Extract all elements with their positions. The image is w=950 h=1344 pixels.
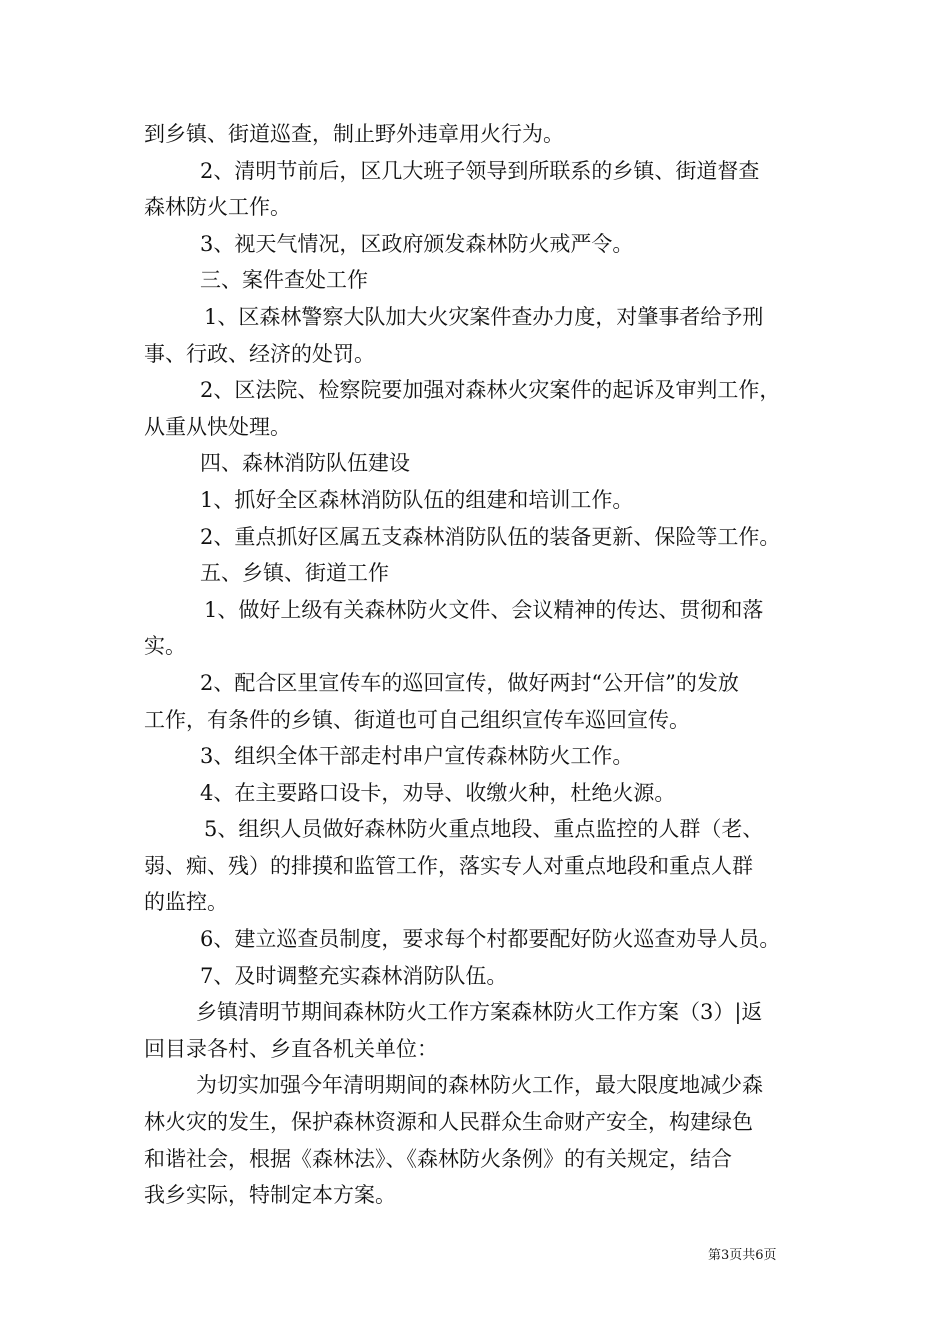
text-line: 实。 bbox=[144, 634, 186, 659]
text-line: 和谐社会，根据《森林法》、《森林防火条例》的有关规定，结合 bbox=[144, 1146, 732, 1171]
text-line: 四、森林消防队伍建设 bbox=[200, 451, 410, 476]
text-line: 森林防火工作。 bbox=[144, 195, 291, 220]
text-line: 三、案件查处工作 bbox=[200, 268, 368, 293]
page-number-footer: 第3页共6页 bbox=[708, 1248, 777, 1263]
text-line: 1、抓好全区森林消防队伍的组建和培训工作。 bbox=[200, 487, 634, 512]
text-line: 7、及时调整充实森林消防队伍。 bbox=[200, 963, 508, 988]
text-line: 回目录各村、乡直各机关单位： bbox=[144, 1036, 438, 1061]
text-line: 从重从快处理。 bbox=[144, 414, 291, 439]
text-line: 2、清明节前后，区几大班子领导到所联系的乡镇、街道督查 bbox=[200, 158, 760, 183]
text-line: 林火灾的发生，保护森林资源和人民群众生命财产安全，构建绿色 bbox=[144, 1110, 753, 1135]
text-line: 到乡镇、街道巡查，制止野外违章用火行为。 bbox=[144, 122, 564, 146]
text-line: 5、组织人员做好森林防火重点地段、重点监控的人群（老、 bbox=[204, 817, 764, 842]
text-line: 我乡实际，特制定本方案。 bbox=[144, 1183, 396, 1208]
text-line: 的监控。 bbox=[144, 890, 228, 915]
text-line: 事、行政、经济的处罚。 bbox=[144, 341, 375, 366]
text-line: 2、区法院、检察院要加强对森林火灾案件的起诉及审判工作， bbox=[200, 378, 781, 403]
text-line: 弱、痴、残）的排摸和监管工作，落实专人对重点地段和重点人群 bbox=[144, 853, 753, 878]
text-line: 为切实加强今年清明期间的森林防火工作，最大限度地减少森 bbox=[196, 1073, 763, 1098]
text-line: 3、视天气情况，区政府颁发森林防火戒严令。 bbox=[200, 231, 634, 256]
text-line: 1、做好上级有关森林防火文件、会议精神的传达、贯彻和落 bbox=[204, 597, 764, 622]
text-line: 2、重点抓好区属五支森林消防队伍的装备更新、保险等工作。 bbox=[200, 524, 781, 549]
text-line: 工作，有条件的乡镇、街道也可自己组织宣传车巡回宣传。 bbox=[144, 707, 690, 732]
text-line: 6、建立巡查员制度，要求每个村都要配好防火巡查劝导人员。 bbox=[200, 927, 781, 952]
text-line: 3、组织全体干部走村串户宣传森林防火工作。 bbox=[200, 744, 634, 769]
document-body bbox=[144, 116, 824, 1214]
text-line: 1、区森林警察大队加大火灾案件查办力度，对肇事者给予刑 bbox=[204, 304, 764, 329]
text-line: 2、配合区里宣传车的巡回宣传，做好两封“公开信”的发放 bbox=[200, 670, 739, 695]
text-line: 五、乡镇、街道工作 bbox=[200, 561, 389, 586]
text-line: 乡镇清明节期间森林防火工作方案森林防火工作方案（3）|返 bbox=[196, 1000, 763, 1025]
text-line: 4、在主要路口设卡，劝导、收缴火种，杜绝火源。 bbox=[200, 780, 676, 805]
